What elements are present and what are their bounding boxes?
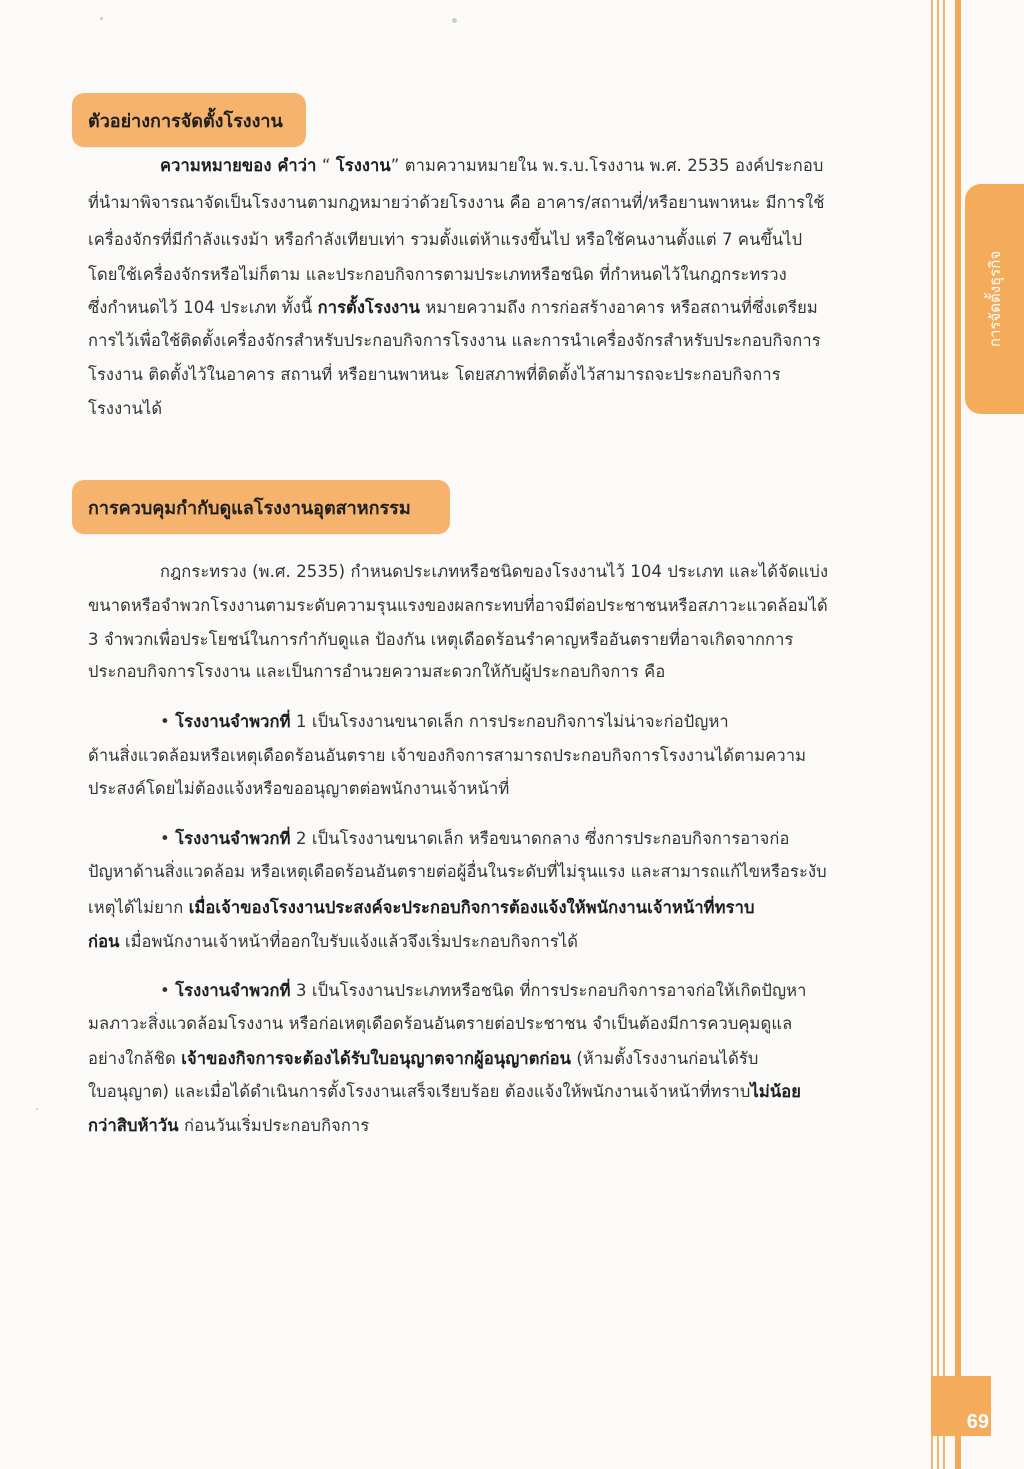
text-span: 2 เป็นโรงงานขนาดเล็ก หรือขนาดกลาง ซึ่งการประกอบกิจการอาจก่อ	[290, 829, 790, 848]
text-span: ประสงค์โดยไม่ต้องแจ้งหรือขออนุญาตต่อพนักงานเจ้าหน้าที่	[88, 779, 510, 798]
paragraph-line	[160, 556, 876, 588]
text-span: ที่นำมาพิจารณาจัดเป็นโรงงานตามกฎหมายว่าด้วยโรงงาน คือ อาคาร/สถานที่/หรือยานพาหนะ มีการใช้	[88, 193, 825, 212]
text-span: การไว้เพื่อใช้ติดตั้งเครื่องจักรสำหรับประกอบกิจการโรงงาน และการนำเครื่องจักรสำหรับประกอบกิจการ	[88, 331, 821, 350]
paragraph-line	[88, 624, 876, 656]
paragraph-line	[88, 325, 876, 357]
paragraph-line	[88, 259, 876, 291]
section-heading-text: การควบคุมกำกับดูแลโรงงานอุตสาหกรรม	[88, 497, 411, 519]
paragraph-line	[88, 926, 876, 958]
text-span: เครื่องจักรที่มีกำลังแรงม้า หรือกำลังเทียบเท่า รวมตั้งแต่ห้าแรงขึ้นไป หรือใช้คนงานตั้งแต่ 7 คนขึ้นไป	[88, 230, 803, 249]
paragraph-line	[88, 590, 876, 622]
scan-speck	[100, 17, 103, 20]
bullet: •	[160, 981, 176, 1000]
paragraph-line	[88, 656, 876, 688]
text-span: ซึ่งกำหนดไว้ 104 ประเภท ทั้งนี้	[88, 298, 318, 317]
text-span: ก่อนวันเริ่มประกอบกิจการ	[178, 1116, 370, 1135]
section-heading-text: ตัวอย่างการจัดตั้งโรงงาน	[88, 110, 283, 132]
bold-term: ไม่น้อย	[750, 1082, 802, 1101]
text-span: ปัญหาด้านสิ่งแวดล้อม หรือเหตุเดือดร้อนอันตรายต่อผู้อื่นในระดับที่ไม่รุนแรง และสามารถแก้ไขหรือระงับ	[88, 862, 827, 881]
paragraph-line	[88, 856, 876, 888]
text-span: (ห้ามตั้งโรงงานก่อนได้รับ	[571, 1049, 759, 1068]
text-span: “	[316, 156, 336, 175]
margin-rule	[937, 0, 939, 1469]
chapter-side-tab-label: การจัดตั้งธุรกิจ	[985, 250, 1004, 348]
page-number: 69	[966, 1411, 989, 1433]
paragraph-line	[88, 359, 876, 391]
paragraph-line	[88, 740, 876, 772]
margin-rule	[943, 0, 945, 1469]
paragraph-line	[88, 1008, 876, 1040]
bold-term: โรงงานจำพวกที่	[175, 829, 291, 848]
bold-term: การตั้งโรงงาน	[317, 298, 420, 317]
bold-term: โรงงาน	[335, 156, 391, 175]
bold-term: ความหมายของ คำว่า	[160, 156, 317, 175]
paragraph-line	[160, 975, 876, 1007]
text-span: หมายความถึง การก่อสร้างอาคาร หรือสถานที่ซึ่งเตรียม	[420, 298, 818, 317]
bold-term: โรงงานจำพวกที่	[175, 712, 291, 731]
bold-term: ก่อน	[88, 932, 120, 951]
bold-term: โรงงานจำพวกที่	[175, 981, 291, 1000]
text-span: ประกอบกิจการโรงงาน และเป็นการอำนวยความสะดวกให้กับผู้ประกอบกิจการ คือ	[88, 662, 666, 681]
paragraph-line	[88, 224, 876, 256]
paragraph-line	[88, 892, 876, 924]
paragraph-line	[88, 1076, 876, 1108]
paragraph-line	[160, 706, 876, 738]
chapter-side-tab	[965, 184, 1024, 414]
text-span: 1 เป็นโรงงานขนาดเล็ก การประกอบกิจการไม่น่าจะก่อปัญหา	[290, 712, 729, 731]
scan-speck	[452, 18, 457, 23]
bullet: •	[160, 712, 176, 731]
text-span: ใบอนุญาต) และเมื่อได้ดำเนินการตั้งโรงงานเสร็จเรียบร้อย ต้องแจ้งให้พนักงานเจ้าหน้าที่ทราบ	[88, 1082, 751, 1101]
paragraph-line	[88, 773, 876, 805]
text-span: โดยใช้เครื่องจักรหรือไม่ก็ตาม และประกอบกิจการตามประเภทหรือชนิด ที่กำหนดไว้ในกฎกระทรวง	[88, 265, 787, 284]
text-span: 3 เป็นโรงงานประเภทหรือชนิด ที่การประกอบกิจการอาจก่อให้เกิดปัญหา	[290, 981, 807, 1000]
section-heading-factory-example	[72, 93, 306, 147]
text-span: 3 จำพวกเพื่อประโยชน์ในการกำกับดูแล ป้องกัน เหตุเดือดร้อนรำคาญหรืออันตรายที่อาจเกิดจากการ	[88, 630, 794, 649]
bold-term: เมื่อเจ้าของโรงงานประสงค์จะประกอบกิจการต้องแจ้งให้พนักงานเจ้าหน้าที่ทราบ	[188, 898, 755, 917]
page-number-block	[931, 1376, 991, 1436]
paragraph-line	[88, 393, 876, 425]
text-span: ด้านสิ่งแวดล้อมหรือเหตุเดือดร้อนอันตราย เจ้าของกิจการสามารถประกอบกิจการโรงงานได้ตามความ	[88, 746, 807, 765]
text-span: เหตุได้ไม่ยาก	[88, 898, 189, 917]
paragraph-line	[88, 292, 876, 324]
bullet: •	[160, 829, 176, 848]
text-span: ” ตามความหมายใน พ.ร.บ.โรงงาน พ.ศ. 2535 องค์ประกอบ	[390, 156, 824, 175]
paragraph-line	[160, 823, 876, 855]
text-span: อย่างใกล้ชิด	[88, 1049, 182, 1068]
bold-term: กว่าสิบห้าวัน	[88, 1116, 179, 1135]
text-span: โรงงาน ติดตั้งไว้ในอาคาร สถานที่ หรือยานพาหนะ โดยสภาพที่ติดตั้งไว้สามารถจะประกอบกิจการ	[88, 365, 781, 384]
text-span: มลภาวะสิ่งแวดล้อมโรงงาน หรือก่อเหตุเดือดร้อนอันตรายต่อประชาชน จำเป็นต้องมีการควบคุมดูแล	[88, 1014, 793, 1033]
paragraph-line	[88, 187, 876, 219]
margin-rule	[931, 0, 933, 1469]
section-heading-factory-control	[72, 480, 450, 534]
scan-speck	[36, 1108, 38, 1110]
text-span: โรงงานได้	[88, 399, 163, 418]
paragraph-line	[88, 1110, 876, 1142]
text-span: เมื่อพนักงานเจ้าหน้าที่ออกใบรับแจ้งแล้วจึงเริ่มประกอบกิจการได้	[119, 932, 579, 951]
bold-term: เจ้าของกิจการจะต้องได้รับใบอนุญาตจากผู้อนุญาตก่อน	[181, 1049, 572, 1068]
text-span: ขนาดหรือจำพวกโรงงานตามระดับความรุนแรงของผลกระทบที่อาจมีต่อประชาชนหรือสภาวะแวดล้อมได้	[88, 596, 828, 615]
paragraph-line	[88, 1043, 876, 1075]
paragraph-line	[160, 150, 876, 182]
text-span: กฎกระทรวง (พ.ศ. 2535) กำหนดประเภทหรือชนิดของโรงงานไว้ 104 ประเภท และได้จัดแบ่ง	[160, 562, 829, 581]
margin-rule	[955, 0, 961, 1469]
